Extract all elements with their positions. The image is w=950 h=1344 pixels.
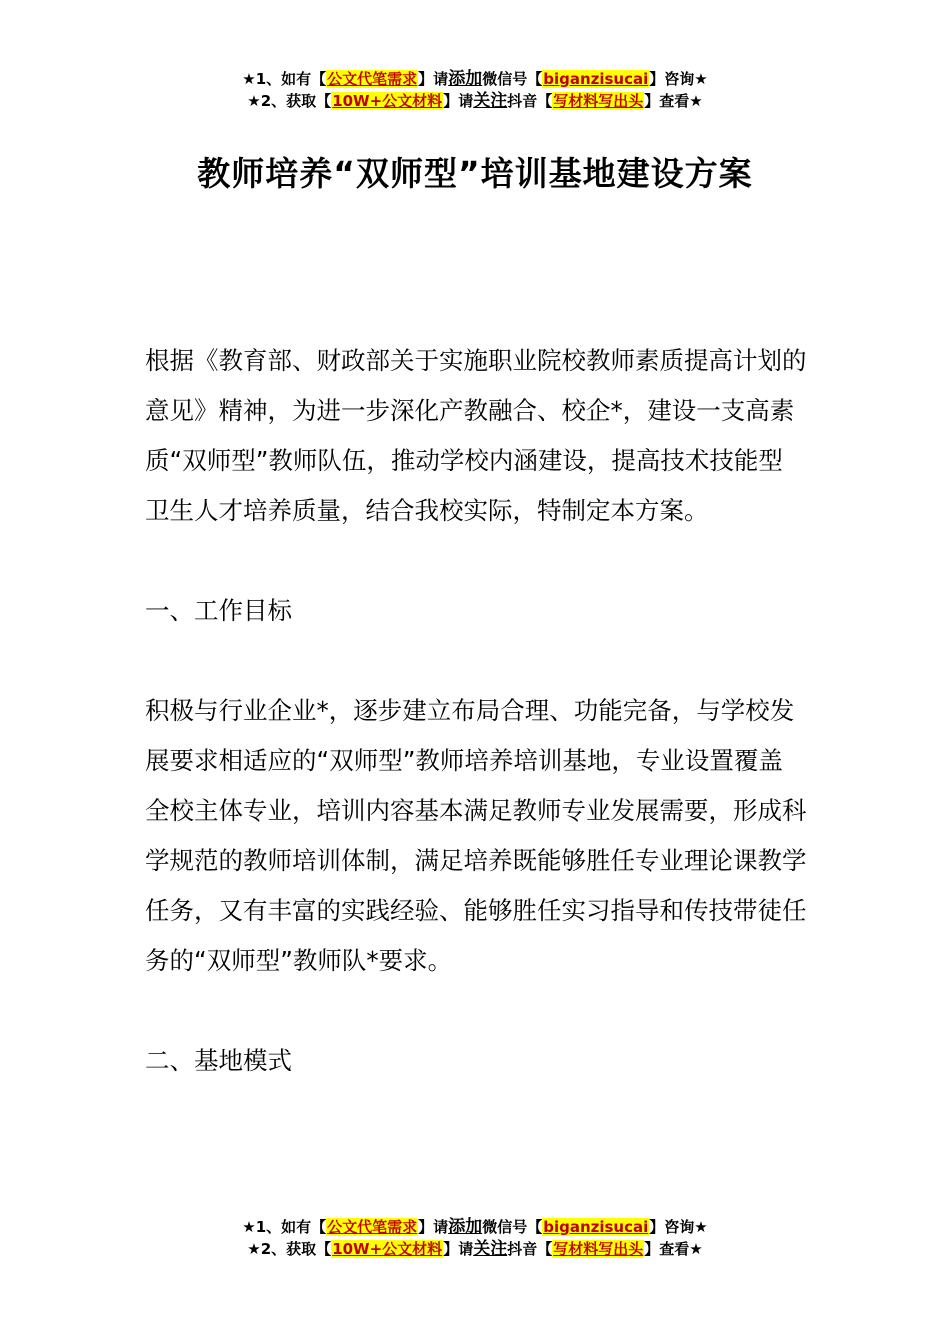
footer-banner [0,1216,950,1260]
banner-text: 】咨询★ [649,70,708,88]
banner-highlight: 公文代笔需求 [327,70,418,88]
banner-text: 微信号【 [482,70,543,88]
banner-line-2 [0,90,950,112]
intro-paragraph: 根据《教育部、财政部关于实施职业院校教师素质提高计划的意见》精神，为进一步深化产教融合、校企*，建设一支高素质“双师型”教师队伍，推动学校内涵建设，提高技术技能型卫生人才培养质量，结合我校实际，特制定本方案。 [145,346,807,525]
document-title: 教师培养“双师型”培训基地建设方案 [197,154,753,193]
banner-line-2 [0,1238,950,1260]
banner-text: 】请 [443,92,474,110]
banner-highlight: biganzisucai [543,70,649,88]
banner-text: 】请 [418,70,449,88]
banner-line-1 [0,68,950,90]
section-1-paragraph: 积极与行业企业*，逐步建立布局合理、功能完备，与学校发展要求相适应的“双师型”教师培养培训基地，专业设置覆盖全校主体专业，培训内容基本满足教师专业发展需要，形成科学规范的教师培训体制，满足培养既能够胜任专业理论课教学任务，又有丰富的实践经验、能够胜任实习指导和传技带徒任务的“双师型”教师队*要求。 [145,696,807,975]
banner-text: 】请 [443,1240,474,1258]
banner-highlight: 10W+公文材料 [332,1240,443,1258]
banner-underline: 添加 [448,69,483,89]
section-2-heading: 二、基地模式 [145,1046,292,1075]
banner-line-1 [0,1216,950,1238]
banner-text: 】查看★ [644,1240,703,1258]
banner-text: ★1、如有【 [242,1218,327,1236]
banner-text: ★2、获取【 [247,92,332,110]
banner-underline: 添加 [448,1217,483,1237]
document-body [145,336,807,1086]
banner-text: 抖音【 [507,1240,553,1258]
banner-text: 】请 [418,1218,449,1236]
section-1-heading: 一、工作目标 [145,596,292,625]
banner-highlight: biganzisucai [543,1218,649,1236]
banner-highlight: 写材料写出头 [553,1240,644,1258]
banner-text: ★1、如有【 [242,70,327,88]
banner-underline: 关注 [473,1239,508,1259]
banner-underline: 关注 [473,91,508,111]
header-banner [0,68,950,112]
banner-text: 微信号【 [482,1218,543,1236]
banner-text: 】查看★ [644,92,703,110]
banner-highlight: 写材料写出头 [553,92,644,110]
banner-text: 】咨询★ [649,1218,708,1236]
banner-text: ★2、获取【 [247,1240,332,1258]
banner-highlight: 10W+公文材料 [332,92,443,110]
banner-text: 抖音【 [507,92,553,110]
banner-highlight: 公文代笔需求 [327,1218,418,1236]
